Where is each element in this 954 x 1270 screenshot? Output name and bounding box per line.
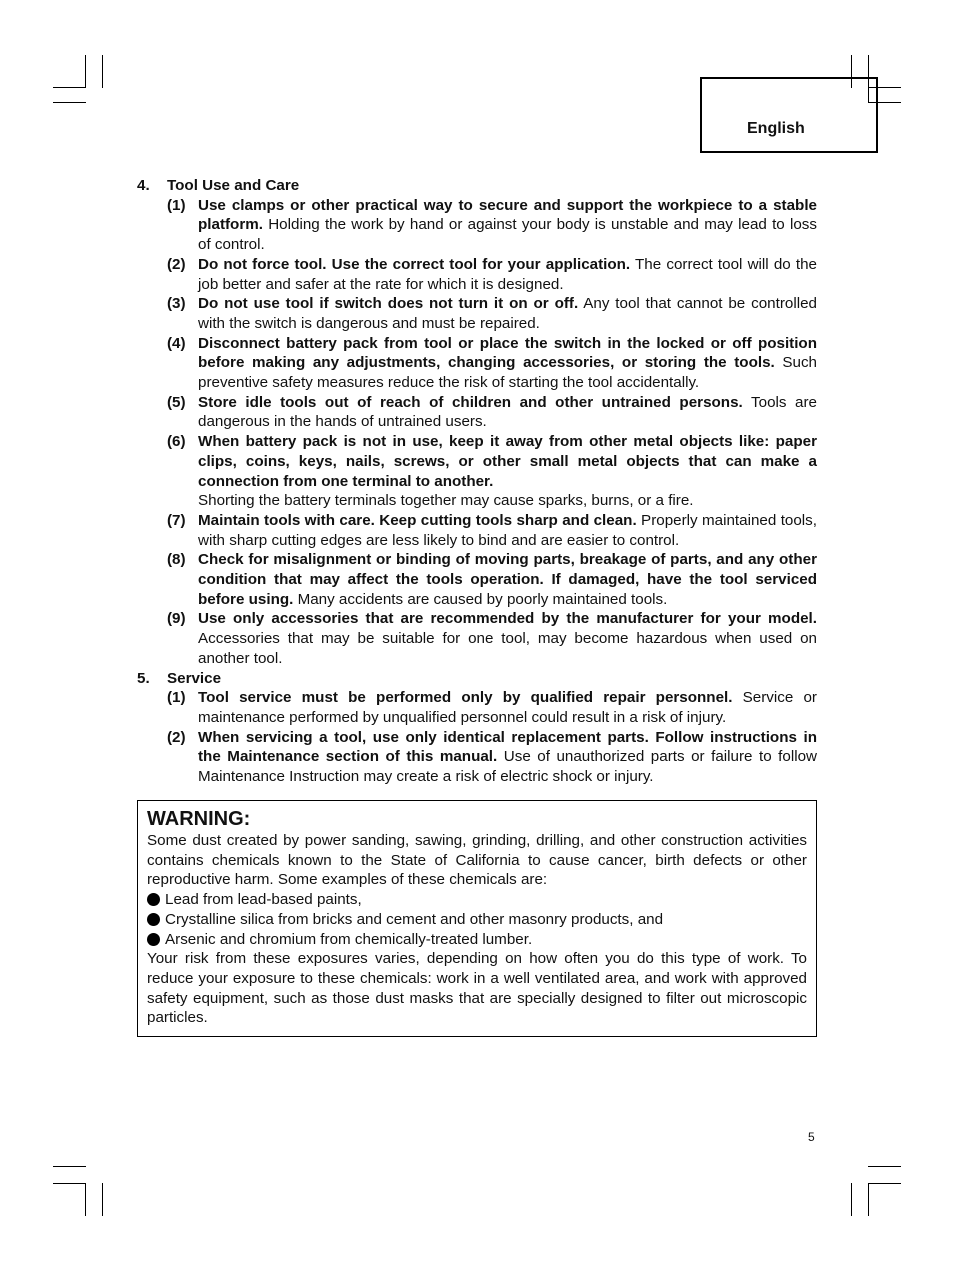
section-title: Service	[167, 669, 222, 687]
list-item	[137, 393, 817, 432]
item-text: Store idle tools out of reach of children and other untrained persons. Tools are dangerous in the hands of untrained users.	[198, 393, 817, 431]
crop-mark	[53, 1166, 86, 1167]
list-item	[137, 294, 817, 333]
section-heading	[137, 669, 817, 689]
list-item	[137, 196, 817, 255]
item-number: (2)	[167, 728, 186, 746]
item-number: (9)	[167, 610, 186, 628]
item-text: When battery pack is not in use, keep it away from other metal objects like: paper clips, coins, keys, nails, screws, or other small metal objects that can make a connection from one terminal to another. Shorting the battery terminals together may cause sparks, burns, or a fire.	[198, 433, 817, 510]
crop-mark	[868, 1183, 869, 1216]
page-number: 5	[808, 1130, 815, 1144]
section-title: Tool Use and Care	[167, 177, 300, 194]
bullet-text: Arsenic and chromium from chemically-treated lumber.	[165, 930, 533, 948]
crop-mark	[85, 1183, 86, 1216]
bullet-text: Crystalline silica from bricks and cement and other masonry products, and	[165, 910, 664, 928]
warning-title: WARNING:	[147, 808, 251, 830]
section-heading	[137, 176, 817, 196]
item-text: When servicing a tool, use only identical replacement parts. Follow instructions in the Maintenance section of this manual. Use of unauthorized parts or failure to follow Maintenance Instruction may create a risk of electric shock or injury.	[198, 728, 817, 786]
item-number: (7)	[167, 511, 186, 529]
crop-mark	[53, 1183, 86, 1184]
list-item	[137, 550, 817, 609]
item-number: (1)	[167, 196, 186, 214]
item-text: Do not force tool. Use the correct tool for your application. The correct tool will do the job better and safer at the rate for which it is designed.	[198, 255, 817, 293]
list-item	[137, 688, 817, 727]
list-item	[137, 334, 817, 393]
list-item	[137, 432, 817, 511]
item-number: (8)	[167, 551, 186, 569]
safety-instructions	[137, 176, 817, 787]
section-number: 4.	[137, 177, 150, 194]
bullet-icon	[147, 933, 160, 946]
crop-mark	[851, 1183, 852, 1216]
item-number: (2)	[167, 255, 186, 273]
crop-mark	[102, 1183, 103, 1216]
item-text: Tool service must be performed only by qualified repair personnel. Service or maintenance performed by unqualified personnel could result in a risk of injury.	[198, 689, 817, 726]
list-item	[137, 255, 817, 294]
warning-intro: Some dust created by power sanding, sawing, grinding, drilling, and other construction activities contains chemicals known to the State of California to cause cancer, birth defects or other reproductive harm. Some examples of these chemicals are:	[147, 832, 807, 889]
crop-mark	[53, 102, 86, 103]
crop-mark	[868, 1183, 901, 1184]
crop-mark	[868, 1166, 901, 1167]
item-text: Use clamps or other practical way to secure and support the workpiece to a stable platform. Holding the work by hand or against your body is unstable and may lead to loss of control.	[198, 196, 817, 254]
warning-box	[137, 800, 817, 1037]
item-number: (5)	[167, 393, 186, 411]
list-item	[137, 511, 817, 550]
crop-mark	[53, 87, 86, 88]
item-text: Do not use tool if switch does not turn it on or off. Any tool that cannot be controlled with the switch is dangerous and must be repaired.	[198, 295, 817, 332]
item-text: Maintain tools with care. Keep cutting tools sharp and clean. Properly maintained tools, with sharp cutting edges are less likely to bind and are easier to control.	[198, 511, 817, 549]
item-text: Disconnect battery pack from tool or place the switch in the locked or off position before making any adjustments, changing accessories, or storing the tools. Such preventive safety measures reduce the risk of starting the tool accidentally.	[198, 334, 817, 392]
crop-mark	[102, 55, 103, 88]
warning-bullet	[147, 910, 807, 930]
language-label: English	[747, 120, 805, 137]
bullet-icon	[147, 913, 160, 926]
item-number: (3)	[167, 295, 186, 313]
language-tab	[700, 77, 878, 153]
item-number: (4)	[167, 334, 186, 352]
bullet-icon	[147, 893, 160, 906]
section-number: 5.	[137, 669, 150, 687]
list-item	[137, 609, 817, 668]
warning-bullet	[147, 890, 807, 910]
item-text: Use only accessories that are recommended by the manufacturer for your model. Accessories that may be suitable for one tool, may become hazardous when used on another tool.	[198, 610, 817, 667]
list-item	[137, 728, 817, 787]
item-number: (6)	[167, 433, 186, 451]
item-text: Check for misalignment or binding of moving parts, breakage of parts, and any other condition that may affect the tools operation. If damaged, have the tool serviced before using. Many accidents are caused by poorly maintained tools.	[198, 551, 817, 608]
warning-outro: Your risk from these exposures varies, depending on how often you do this type of work. To reduce your exposure to these chemicals: work in a well ventilated area, and work with approved safety equipment, such as those dust masks that are specially designed to filter out microscopic particles.	[147, 950, 807, 1027]
warning-bullet	[147, 930, 807, 950]
bullet-text: Lead from lead-based paints,	[165, 891, 362, 909]
item-number: (1)	[167, 689, 186, 707]
crop-mark	[85, 55, 86, 88]
